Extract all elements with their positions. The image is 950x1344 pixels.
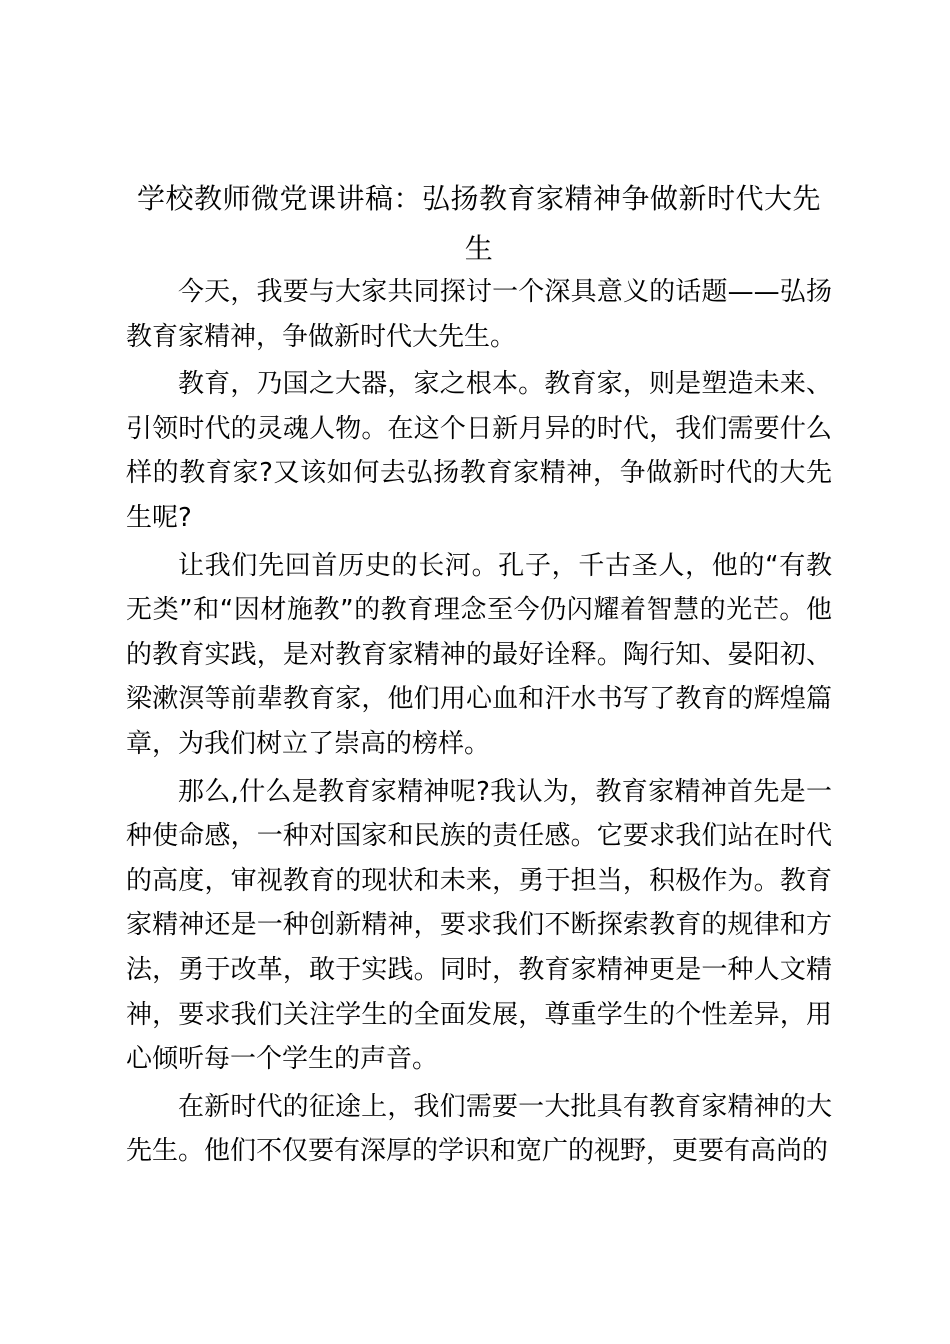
paragraph-5: 在新时代的征途上，我们需要一大批具有教育家精神的大先生。他们不仅要有深厚的学识和宽广的视野，更要有高尚的 xyxy=(126,1091,832,1167)
paragraph-2: 教育，乃国之大器，家之根本。教育家，则是塑造未来、引领时代的灵魂人物。在这个日新月异的时代，我们需要什么样的教育家?又该如何去弘扬教育家精神，争做新时代的大先生呢? xyxy=(126,369,832,533)
paragraph-4: 那么,什么是教育家精神呢?我认为，教育家精神首先是一种使命感，一种对国家和民族的责任感。它要求我们站在时代的高度，审视教育的现状和未来，勇于担当，积极作为。教育家精神还是一种创新精神，要求我们不断探索教育的规律和方法，勇于改革，敢于实践。同时，教育家精神更是一种人文精神，要求我们关注学生的全面发展，尊重学生的个性差异，用心倾听每一个学生的声音。 xyxy=(126,776,832,1075)
paragraph-1: 今天，我要与大家共同探讨一个深具意义的话题——弘扬教育家精神，争做新时代大先生。 xyxy=(126,277,832,352)
document-body xyxy=(126,270,832,1177)
document-title: 学校教师微党课讲稿：弘扬教育家精神争做新时代大先生 xyxy=(136,182,821,265)
paragraph-3: 让我们先回首历史的长河。孔子，千古圣人，他的“有教无类”和“因材施教”的教育理念至今仍闪耀着智慧的光芒。他的教育实践，是对教育家精神的最好诠释。陶行知、晏阳初、梁漱溟等前辈教育家，他们用心血和汗水书写了教育的辉煌篇章，为我们树立了崇高的榜样。 xyxy=(126,550,832,759)
